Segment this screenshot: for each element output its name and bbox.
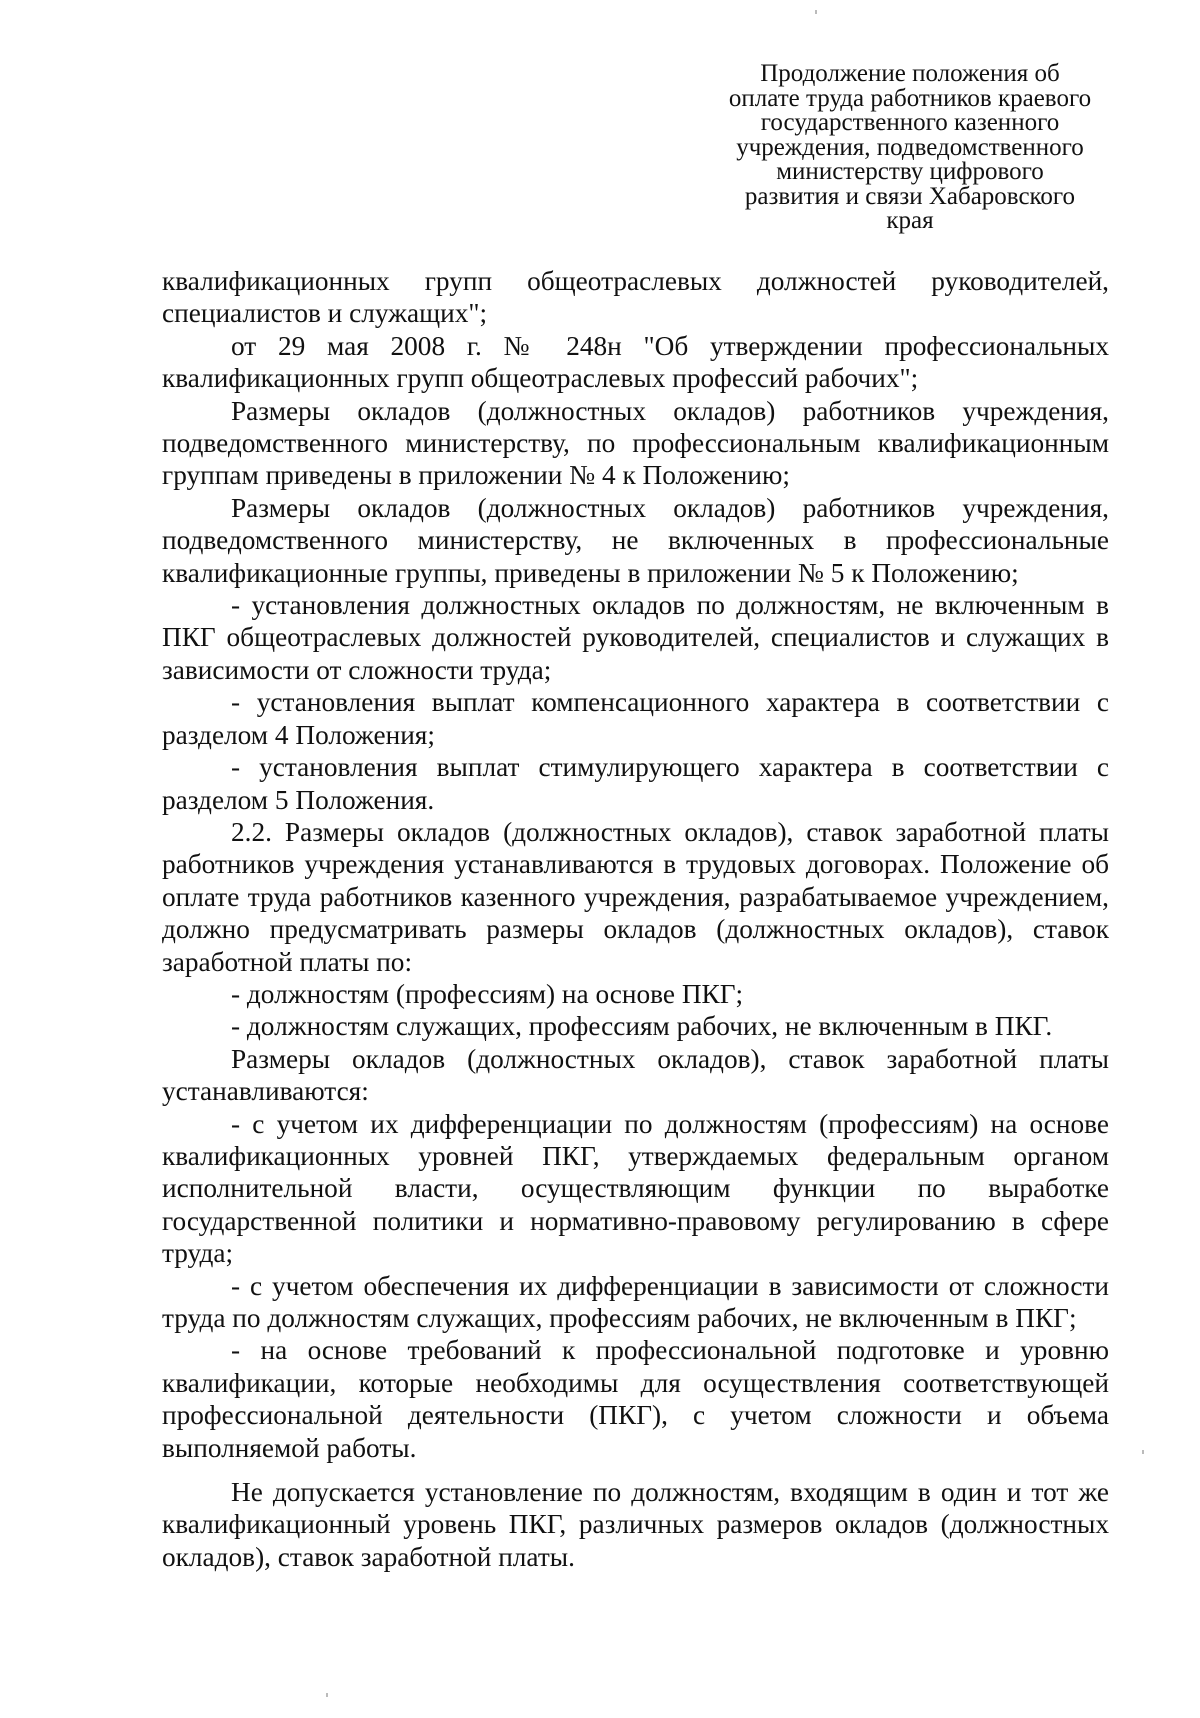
paragraph: Не допускается установление по должностям, входящим в один и тот же квалификационный уровень ПКГ, различных размеров окладов (должностных окладов), ставок заработной платы. bbox=[162, 1477, 1109, 1572]
paragraph: - с учетом обеспечения их дифференциации в зависимости от сложности труда по должностям служащих, профессиям рабочих, не включенным в ПКГ; bbox=[162, 1270, 1109, 1333]
header-line: Продолжение положения об bbox=[760, 60, 1060, 87]
paragraph: Размеры окладов (должностных окладов) работников учреждения, подведомственного министерству, не включенных в профессиональные квалификационные группы, приведены в приложении № 5 к Положению; bbox=[162, 492, 1109, 588]
scan-speck bbox=[815, 10, 817, 14]
paragraph: - должностям (профессиям) на основе ПКГ; bbox=[231, 978, 744, 1009]
paragraph: - на основе требований к профессиональной подготовке и уровню квалификации, которые необходимы для осуществления соответствующей профессиональной деятельности (ПКГ), с учетом сложности и объема выполняемой работы. bbox=[162, 1335, 1109, 1463]
paragraph: 2.2. Размеры окладов (должностных окладов), ставок заработной платы работников учреждения устанавливаются в трудовых договорах. Положение об оплате труда работников казенного учреждения, разрабатываемое учреждением, должно предусматривать размеры окладов (должностных окладов), ставок заработной платы по: bbox=[162, 816, 1109, 977]
paragraph: - установления выплат стимулирующего характера в соответствии с разделом 5 Положения. bbox=[162, 752, 1109, 815]
header-line: министерству цифрового bbox=[776, 158, 1044, 185]
paragraph: Размеры окладов (должностных окладов), ставок заработной платы устанавливаются: bbox=[162, 1043, 1109, 1107]
paragraph: квалификационных групп общеотраслевых должностей руководителей, специалистов и служащих"; bbox=[162, 266, 1109, 329]
paragraph: Размеры окладов (должностных окладов) работников учреждения, подведомственного министерству, по профессиональным квалификационным группам приведены в приложении № 4 к Положению; bbox=[162, 395, 1109, 491]
paragraph: - с учетом их дифференциации по должностям (профессиям) на основе квалификационных уровней ПКГ, утверждаемых федеральным органом исполнительной власти, осуществляющим функции по выработке государственной политики и нормативно-правовому регулированию в сфере труда; bbox=[162, 1108, 1109, 1269]
scan-speck bbox=[1142, 1450, 1144, 1454]
header-line: государственного казенного bbox=[760, 109, 1060, 136]
paragraph: - установления должностных окладов по должностям, не включенным в ПКГ общеотраслевых должностей руководителей, специалистов и служащих в зависимости от сложности труда; bbox=[162, 590, 1109, 685]
header-line: учреждения, подведомственного bbox=[736, 133, 1084, 161]
header-line: края bbox=[886, 207, 934, 234]
paragraph: - установления выплат компенсационного характера в соответствии с разделом 4 Положения; bbox=[162, 687, 1109, 750]
paragraph: - должностям служащих, профессиям рабочих, не включенным в ПКГ. bbox=[231, 1011, 1053, 1042]
scan-speck bbox=[326, 1693, 328, 1697]
paragraph: от 29 мая 2008 г. № 248н "Об утверждении профессиональных квалификационных групп общеотраслевых профессий рабочих"; bbox=[162, 330, 1109, 394]
header-line: развития и связи Хабаровского bbox=[744, 182, 1076, 210]
document-body bbox=[162, 265, 1109, 1573]
continuation-header bbox=[690, 62, 1130, 234]
header-line: оплате труда работников краевого bbox=[728, 84, 1092, 112]
